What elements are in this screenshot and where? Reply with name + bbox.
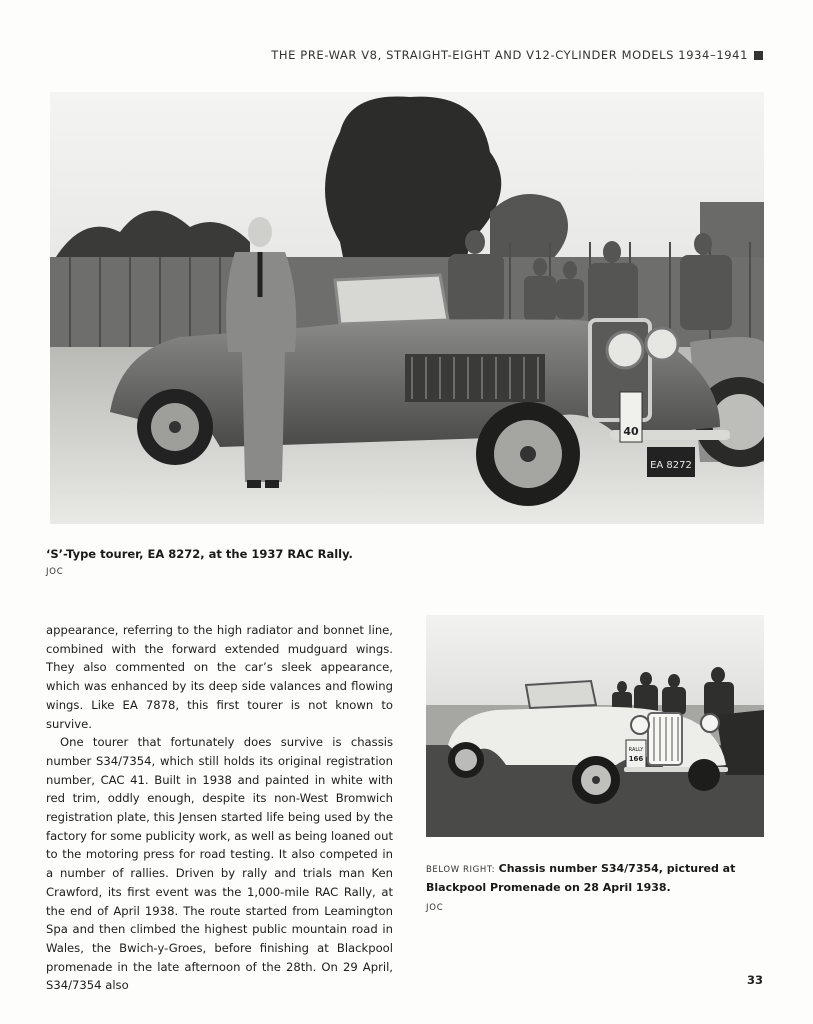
plate-text: EA 8272 — [650, 460, 692, 471]
page-number: 33 — [746, 973, 763, 987]
caption-second-credit: JOC — [426, 903, 444, 913]
running-head — [271, 48, 763, 62]
photo-second-illustration — [426, 615, 764, 837]
body-text — [46, 621, 393, 995]
photo-main-tourer — [50, 92, 764, 524]
rally-plate-line1: RALLY — [628, 747, 644, 753]
rally-plate-line2: 166 — [628, 755, 644, 763]
photo-second-tourer — [426, 615, 764, 837]
running-head-text: THE PRE-WAR V8, STRAIGHT-EIGHT AND V12-CYLINDER MODELS 1934–1941 — [271, 48, 748, 62]
caption-second-prefix: BELOW RIGHT: — [426, 865, 496, 875]
body-paragraph-1: appearance, referring to the high radiator and bonnet line, combined with the forward extended mudguard wings. They also commented on the car’s sleek appearance, which was enhanced by its deep side valances and flowing wings. Like EA 7878, this first tourer is not known to survive. — [46, 623, 393, 731]
badge-number: 40 — [623, 425, 639, 438]
caption-second — [426, 860, 764, 917]
body-paragraph-2: One tourer that fortunately does survive is chassis number S34/7354, which still holds its original registration number, CAC 41. Built in 1938 and painted in white with red trim, oddly enough, despite its non-West Bromwich registration plate, this Jensen started life being used by the factory for some publicity work, as well as being loaned out to the motoring press for road testing. It also competed in a number of rallies. Driven by rally and trials man Ken Crawford, its first event was the 1,000-mile RAC Rally, at the end of April 1938. The route started from Leamington Spa and then climbed the highest public mountain road in Wales, the Bwich-y-Groes, before finishing at Blackpool promenade in the late afternoon of the 28th. On 29 April, S34/7354 also — [46, 735, 393, 993]
caption-main — [46, 547, 546, 577]
square-bullet-icon — [754, 51, 763, 60]
photo-main-illustration — [50, 92, 764, 524]
caption-second-title: Chassis number S34/7354, pictured at Blackpool Promenade on 28 April 1938. — [426, 862, 736, 894]
caption-main-title: ‘S’-Type tourer, EA 8272, at the 1937 RAC Rally. — [46, 547, 353, 561]
caption-main-credit: JOC — [46, 567, 64, 577]
